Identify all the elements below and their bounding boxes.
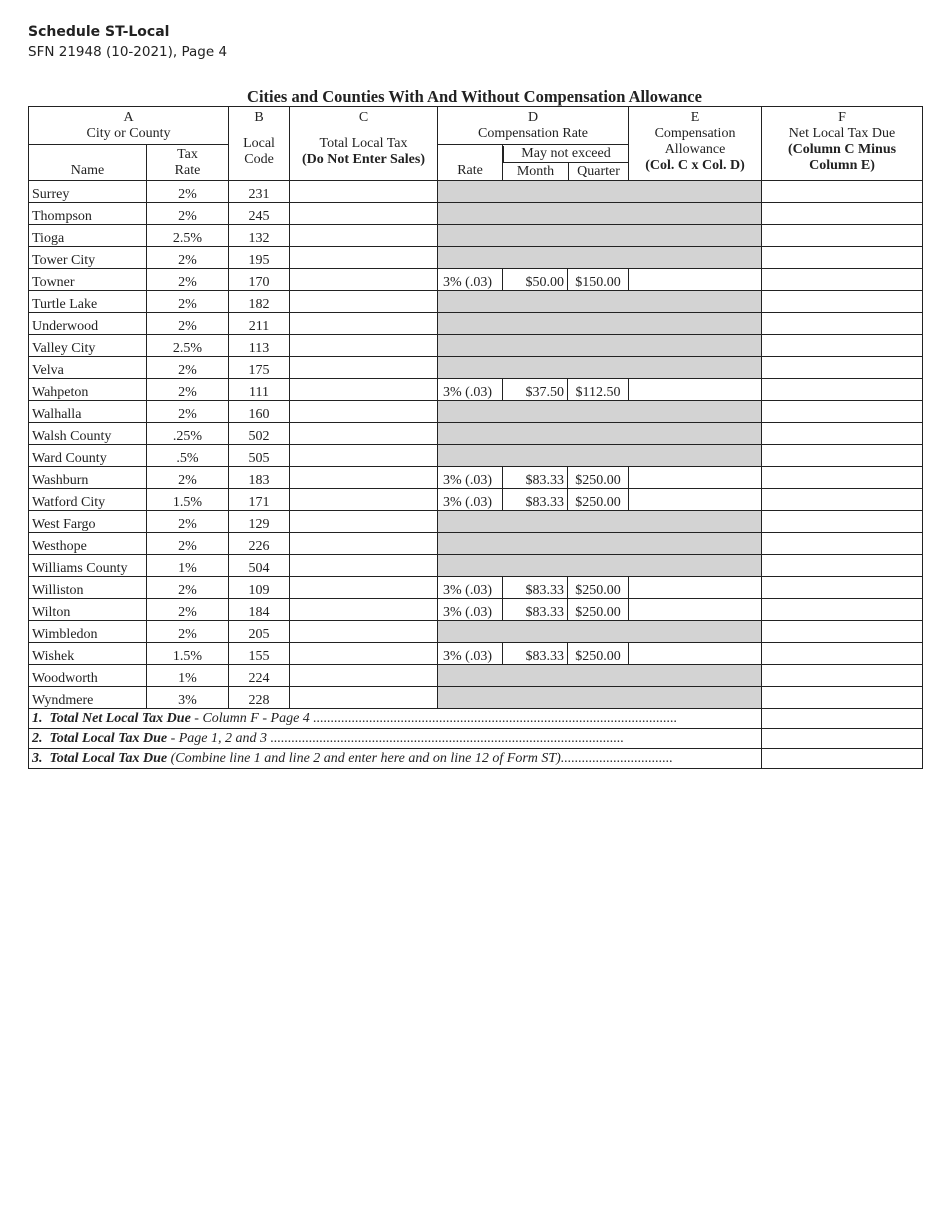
net-local-tax-input[interactable] [762, 269, 923, 291]
col-b-header: B Local Code [229, 107, 290, 181]
row-comp-quarter: $250.00 [568, 643, 629, 665]
local-tax-table [28, 106, 923, 769]
row-local-code: 129 [229, 511, 290, 533]
row-tax-rate: 3% [147, 687, 229, 709]
table-row [29, 577, 923, 599]
row-comp-quarter: $250.00 [568, 489, 629, 511]
shaded-no-allowance [438, 533, 762, 555]
row-local-code: 195 [229, 247, 290, 269]
row-comp-quarter: $250.00 [568, 577, 629, 599]
row-comp-rate: 3% (.03) [438, 599, 503, 621]
row-local-code: 231 [229, 181, 290, 203]
row-tax-rate: 2% [147, 181, 229, 203]
total-local-tax-input[interactable] [290, 555, 438, 577]
net-local-tax-input[interactable] [762, 599, 923, 621]
row-local-code: 183 [229, 467, 290, 489]
row-local-code: 504 [229, 555, 290, 577]
net-local-tax-input[interactable] [762, 203, 923, 225]
row-comp-rate: 3% (.03) [438, 643, 503, 665]
row-tax-rate: .5% [147, 445, 229, 467]
table-row [29, 247, 923, 269]
row-name: Westhope [29, 533, 147, 555]
total-local-tax-input[interactable] [290, 203, 438, 225]
table-row [29, 599, 923, 621]
row-local-code: 224 [229, 665, 290, 687]
row-tax-rate: 2% [147, 533, 229, 555]
col-e-header: E Compensation Allowance (Col. C x Col. D) [629, 107, 762, 181]
row-local-code: 502 [229, 423, 290, 445]
total-amount-input[interactable] [762, 729, 923, 749]
total-local-tax-input[interactable] [290, 247, 438, 269]
row-name: Tower City [29, 247, 147, 269]
total-local-tax-input[interactable] [290, 313, 438, 335]
net-local-tax-input[interactable] [762, 379, 923, 401]
row-name: Wilton [29, 599, 147, 621]
row-local-code: 505 [229, 445, 290, 467]
comp-allowance-input[interactable] [629, 643, 762, 665]
row-tax-rate: 2% [147, 467, 229, 489]
total-row [29, 729, 923, 749]
net-local-tax-input[interactable] [762, 511, 923, 533]
row-local-code: 132 [229, 225, 290, 247]
row-local-code: 171 [229, 489, 290, 511]
row-comp-rate: 3% (.03) [438, 489, 503, 511]
shaded-no-allowance [438, 335, 762, 357]
shaded-no-allowance [438, 665, 762, 687]
comp-allowance-input[interactable] [629, 467, 762, 489]
table-row [29, 423, 923, 445]
table-row [29, 401, 923, 423]
net-local-tax-input[interactable] [762, 225, 923, 247]
row-name: Thompson [29, 203, 147, 225]
row-tax-rate: 2% [147, 313, 229, 335]
col-a-header: A City or County [29, 107, 229, 145]
shaded-no-allowance [438, 687, 762, 709]
total-local-tax-input[interactable] [290, 511, 438, 533]
row-name: Underwood [29, 313, 147, 335]
row-local-code: 184 [229, 599, 290, 621]
row-local-code: 109 [229, 577, 290, 599]
row-name: Wishek [29, 643, 147, 665]
row-tax-rate: 1% [147, 665, 229, 687]
shaded-no-allowance [438, 511, 762, 533]
row-comp-quarter: $150.00 [568, 269, 629, 291]
table-row [29, 467, 923, 489]
row-tax-rate: 2.5% [147, 225, 229, 247]
table-row [29, 269, 923, 291]
comp-allowance-input[interactable] [629, 599, 762, 621]
table-row [29, 489, 923, 511]
net-local-tax-input[interactable] [762, 423, 923, 445]
row-tax-rate: 1% [147, 555, 229, 577]
table-row [29, 643, 923, 665]
row-name: Towner [29, 269, 147, 291]
row-tax-rate: 2.5% [147, 335, 229, 357]
col-f-header: F Net Local Tax Due (Column C Minus Column E) [762, 107, 923, 181]
shaded-no-allowance [438, 357, 762, 379]
table-row [29, 379, 923, 401]
row-tax-rate: 2% [147, 577, 229, 599]
total-local-tax-input[interactable] [290, 445, 438, 467]
total-local-tax-input[interactable] [290, 401, 438, 423]
net-local-tax-input[interactable] [762, 445, 923, 467]
net-local-tax-input[interactable] [762, 489, 923, 511]
row-name: Williston [29, 577, 147, 599]
row-local-code: 113 [229, 335, 290, 357]
shaded-no-allowance [438, 423, 762, 445]
net-local-tax-input[interactable] [762, 335, 923, 357]
total-local-tax-input[interactable] [290, 665, 438, 687]
row-name: Washburn [29, 467, 147, 489]
comp-allowance-input[interactable] [629, 489, 762, 511]
row-comp-quarter: $250.00 [568, 467, 629, 489]
comp-allowance-input[interactable] [629, 379, 762, 401]
shaded-no-allowance [438, 291, 762, 313]
total-row [29, 709, 923, 729]
tax-rate-header: Tax Rate [147, 145, 229, 181]
row-tax-rate: 2% [147, 357, 229, 379]
table-row [29, 335, 923, 357]
row-comp-month: $83.33 [503, 489, 568, 511]
total-amount-input[interactable] [762, 709, 923, 729]
net-local-tax-input[interactable] [762, 181, 923, 203]
total-label: 2. Total Local Tax Due - Page 1, 2 and 3 ..................................................................................................... [29, 729, 762, 749]
table-row [29, 665, 923, 687]
row-name: Tioga [29, 225, 147, 247]
row-comp-month: $83.33 [503, 467, 568, 489]
total-local-tax-input[interactable] [290, 467, 438, 489]
row-tax-rate: 2% [147, 599, 229, 621]
row-local-code: 160 [229, 401, 290, 423]
net-local-tax-input[interactable] [762, 621, 923, 643]
row-name: Woodworth [29, 665, 147, 687]
row-name: Wimbledon [29, 621, 147, 643]
row-tax-rate: 1.5% [147, 643, 229, 665]
row-tax-rate: 2% [147, 291, 229, 313]
row-name: Walsh County [29, 423, 147, 445]
row-comp-month: $50.00 [503, 269, 568, 291]
row-comp-month: $37.50 [503, 379, 568, 401]
total-local-tax-input[interactable] [290, 687, 438, 709]
total-local-tax-input[interactable] [290, 379, 438, 401]
row-tax-rate: 2% [147, 269, 229, 291]
row-name: Ward County [29, 445, 147, 467]
total-local-tax-input[interactable] [290, 423, 438, 445]
table-row [29, 555, 923, 577]
schedule-title: Schedule ST-Local [28, 24, 170, 40]
row-local-code: 228 [229, 687, 290, 709]
row-tax-rate: 2% [147, 203, 229, 225]
row-comp-rate: 3% (.03) [438, 577, 503, 599]
total-local-tax-input[interactable] [290, 181, 438, 203]
total-local-tax-input[interactable] [290, 357, 438, 379]
form-number: SFN 21948 (10-2021), Page 4 [28, 44, 228, 60]
total-label: 1. Total Net Local Tax Due - Column F - Page 4 ........................................................................................................ [29, 709, 762, 729]
col-d-header: D Compensation Rate [438, 107, 629, 145]
row-name: Wahpeton [29, 379, 147, 401]
comp-rate-header: Rate [438, 145, 503, 181]
shaded-no-allowance [438, 203, 762, 225]
net-local-tax-input[interactable] [762, 467, 923, 489]
row-local-code: 226 [229, 533, 290, 555]
row-comp-month: $83.33 [503, 643, 568, 665]
net-local-tax-input[interactable] [762, 247, 923, 269]
table-row [29, 225, 923, 247]
table-row [29, 533, 923, 555]
row-name: Watford City [29, 489, 147, 511]
net-local-tax-input[interactable] [762, 665, 923, 687]
total-label: 3. Total Local Tax Due (Combine line 1 and line 2 and enter here and on line 12 of Form ST)................................ [29, 749, 762, 769]
total-row [29, 749, 923, 769]
net-local-tax-input[interactable] [762, 291, 923, 313]
table-row [29, 203, 923, 225]
table-row [29, 313, 923, 335]
col-c-header: C Total Local Tax (Do Not Enter Sales) [290, 107, 438, 181]
shaded-no-allowance [438, 181, 762, 203]
net-local-tax-input[interactable] [762, 357, 923, 379]
row-comp-month: $83.33 [503, 577, 568, 599]
table-row [29, 181, 923, 203]
may-not-exceed-header: May not exceed Month Quarter [503, 145, 629, 181]
row-local-code: 155 [229, 643, 290, 665]
net-local-tax-input[interactable] [762, 643, 923, 665]
row-comp-quarter: $112.50 [568, 379, 629, 401]
shaded-no-allowance [438, 445, 762, 467]
comp-allowance-input[interactable] [629, 577, 762, 599]
shaded-no-allowance [438, 621, 762, 643]
shaded-no-allowance [438, 401, 762, 423]
total-local-tax-input[interactable] [290, 225, 438, 247]
row-name: Wyndmere [29, 687, 147, 709]
row-tax-rate: 2% [147, 247, 229, 269]
total-local-tax-input[interactable] [290, 291, 438, 313]
row-local-code: 211 [229, 313, 290, 335]
row-comp-rate: 3% (.03) [438, 379, 503, 401]
total-amount-input[interactable] [762, 749, 923, 769]
table-row [29, 445, 923, 467]
row-name: Surrey [29, 181, 147, 203]
net-local-tax-input[interactable] [762, 555, 923, 577]
row-comp-rate: 3% (.03) [438, 467, 503, 489]
shaded-no-allowance [438, 225, 762, 247]
row-tax-rate: 1.5% [147, 489, 229, 511]
name-header: Name [29, 145, 147, 181]
row-name: Williams County [29, 555, 147, 577]
row-tax-rate: .25% [147, 423, 229, 445]
table-row [29, 621, 923, 643]
net-local-tax-input[interactable] [762, 313, 923, 335]
shaded-no-allowance [438, 313, 762, 335]
total-local-tax-input[interactable] [290, 335, 438, 357]
row-tax-rate: 2% [147, 621, 229, 643]
page-title: Cities and Counties With And Without Compensation Allowance [247, 87, 702, 106]
row-name: West Fargo [29, 511, 147, 533]
row-local-code: 170 [229, 269, 290, 291]
net-local-tax-input[interactable] [762, 401, 923, 423]
net-local-tax-input[interactable] [762, 533, 923, 555]
row-local-code: 182 [229, 291, 290, 313]
table-row [29, 291, 923, 313]
row-comp-month: $83.33 [503, 599, 568, 621]
row-tax-rate: 2% [147, 511, 229, 533]
row-name: Velva [29, 357, 147, 379]
row-local-code: 205 [229, 621, 290, 643]
table-row [29, 511, 923, 533]
table-row [29, 687, 923, 709]
row-name: Walhalla [29, 401, 147, 423]
total-local-tax-input[interactable] [290, 621, 438, 643]
row-comp-quarter: $250.00 [568, 599, 629, 621]
table-row [29, 357, 923, 379]
total-local-tax-input[interactable] [290, 577, 438, 599]
row-local-code: 111 [229, 379, 290, 401]
net-local-tax-input[interactable] [762, 577, 923, 599]
total-local-tax-input[interactable] [290, 643, 438, 665]
shaded-no-allowance [438, 247, 762, 269]
row-tax-rate: 2% [147, 401, 229, 423]
row-local-code: 245 [229, 203, 290, 225]
total-local-tax-input[interactable] [290, 599, 438, 621]
row-comp-rate: 3% (.03) [438, 269, 503, 291]
total-local-tax-input[interactable] [290, 269, 438, 291]
total-local-tax-input[interactable] [290, 533, 438, 555]
comp-allowance-input[interactable] [629, 269, 762, 291]
shaded-no-allowance [438, 555, 762, 577]
row-name: Turtle Lake [29, 291, 147, 313]
net-local-tax-input[interactable] [762, 687, 923, 709]
row-local-code: 175 [229, 357, 290, 379]
row-name: Valley City [29, 335, 147, 357]
row-tax-rate: 2% [147, 379, 229, 401]
total-local-tax-input[interactable] [290, 489, 438, 511]
